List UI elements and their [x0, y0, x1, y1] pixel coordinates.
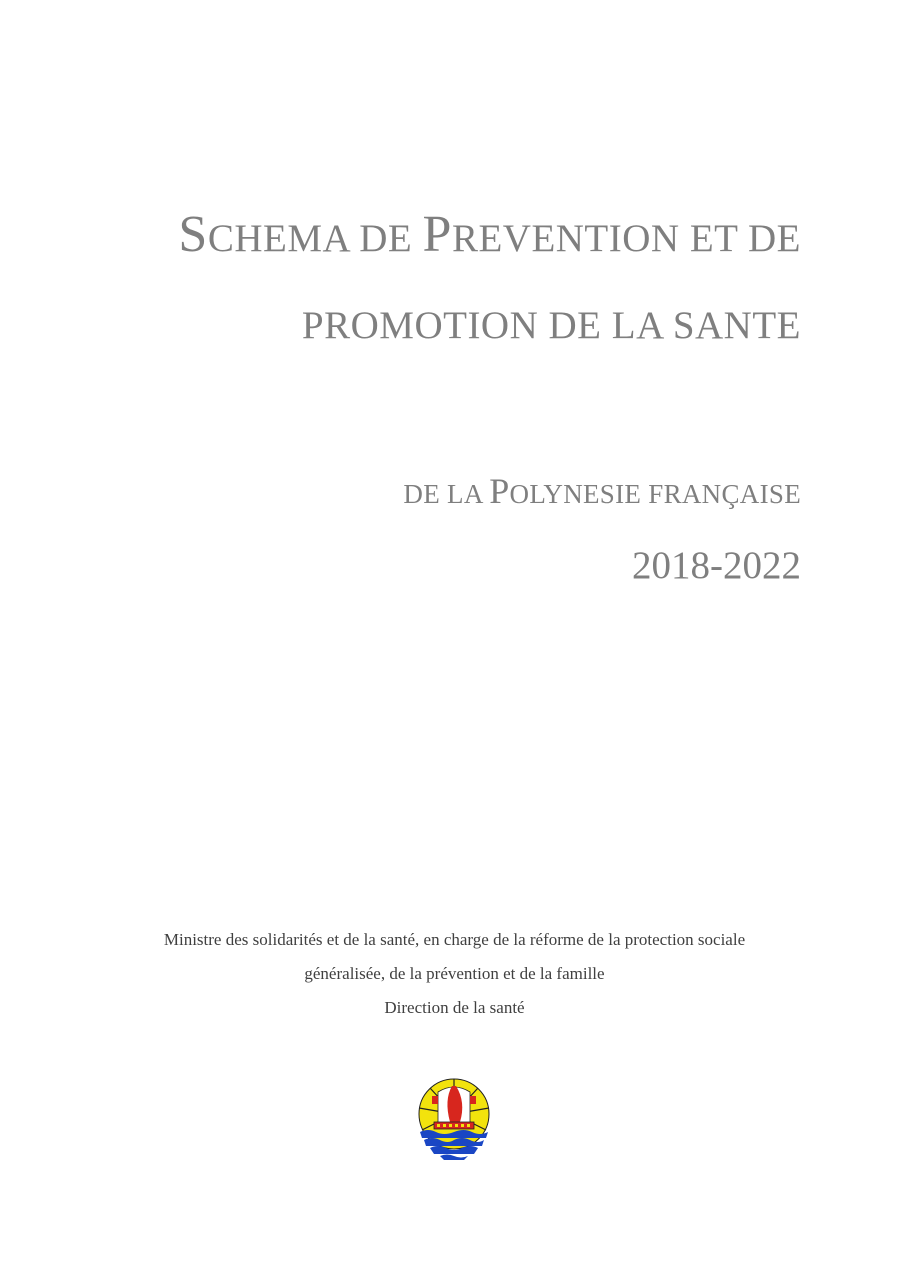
seal-figure-left [432, 1096, 438, 1104]
subtitle-part: DE LA [403, 479, 490, 509]
direction-line: Direction de la santé [384, 998, 525, 1017]
seal-figure-right [470, 1096, 476, 1104]
title-line-2: PROMOTION DE LA SANTE [301, 304, 801, 347]
title-line-1 [178, 205, 801, 264]
title-line-1-part: CHEMA DE [207, 217, 423, 260]
title-initial-p: P [422, 206, 452, 263]
title-line-1-rest: REVENTION ET DE [451, 217, 801, 260]
subtitle-initial-p: P [489, 471, 510, 511]
subtitle-rest: OLYNESIE FRANÇAISE [509, 479, 801, 509]
polynesia-seal-icon [416, 1078, 492, 1160]
ministry-line-2: généralisée, de la prévention et de la famille [304, 964, 605, 983]
year-range: 2018-2022 [632, 544, 801, 587]
title-initial-s: S [178, 206, 208, 263]
seal-sea [420, 1130, 488, 1160]
ministry-line-1: Ministre des solidarités et de la santé, en charge de la réforme de la protection sociale [163, 930, 746, 949]
subtitle-line [403, 470, 801, 512]
